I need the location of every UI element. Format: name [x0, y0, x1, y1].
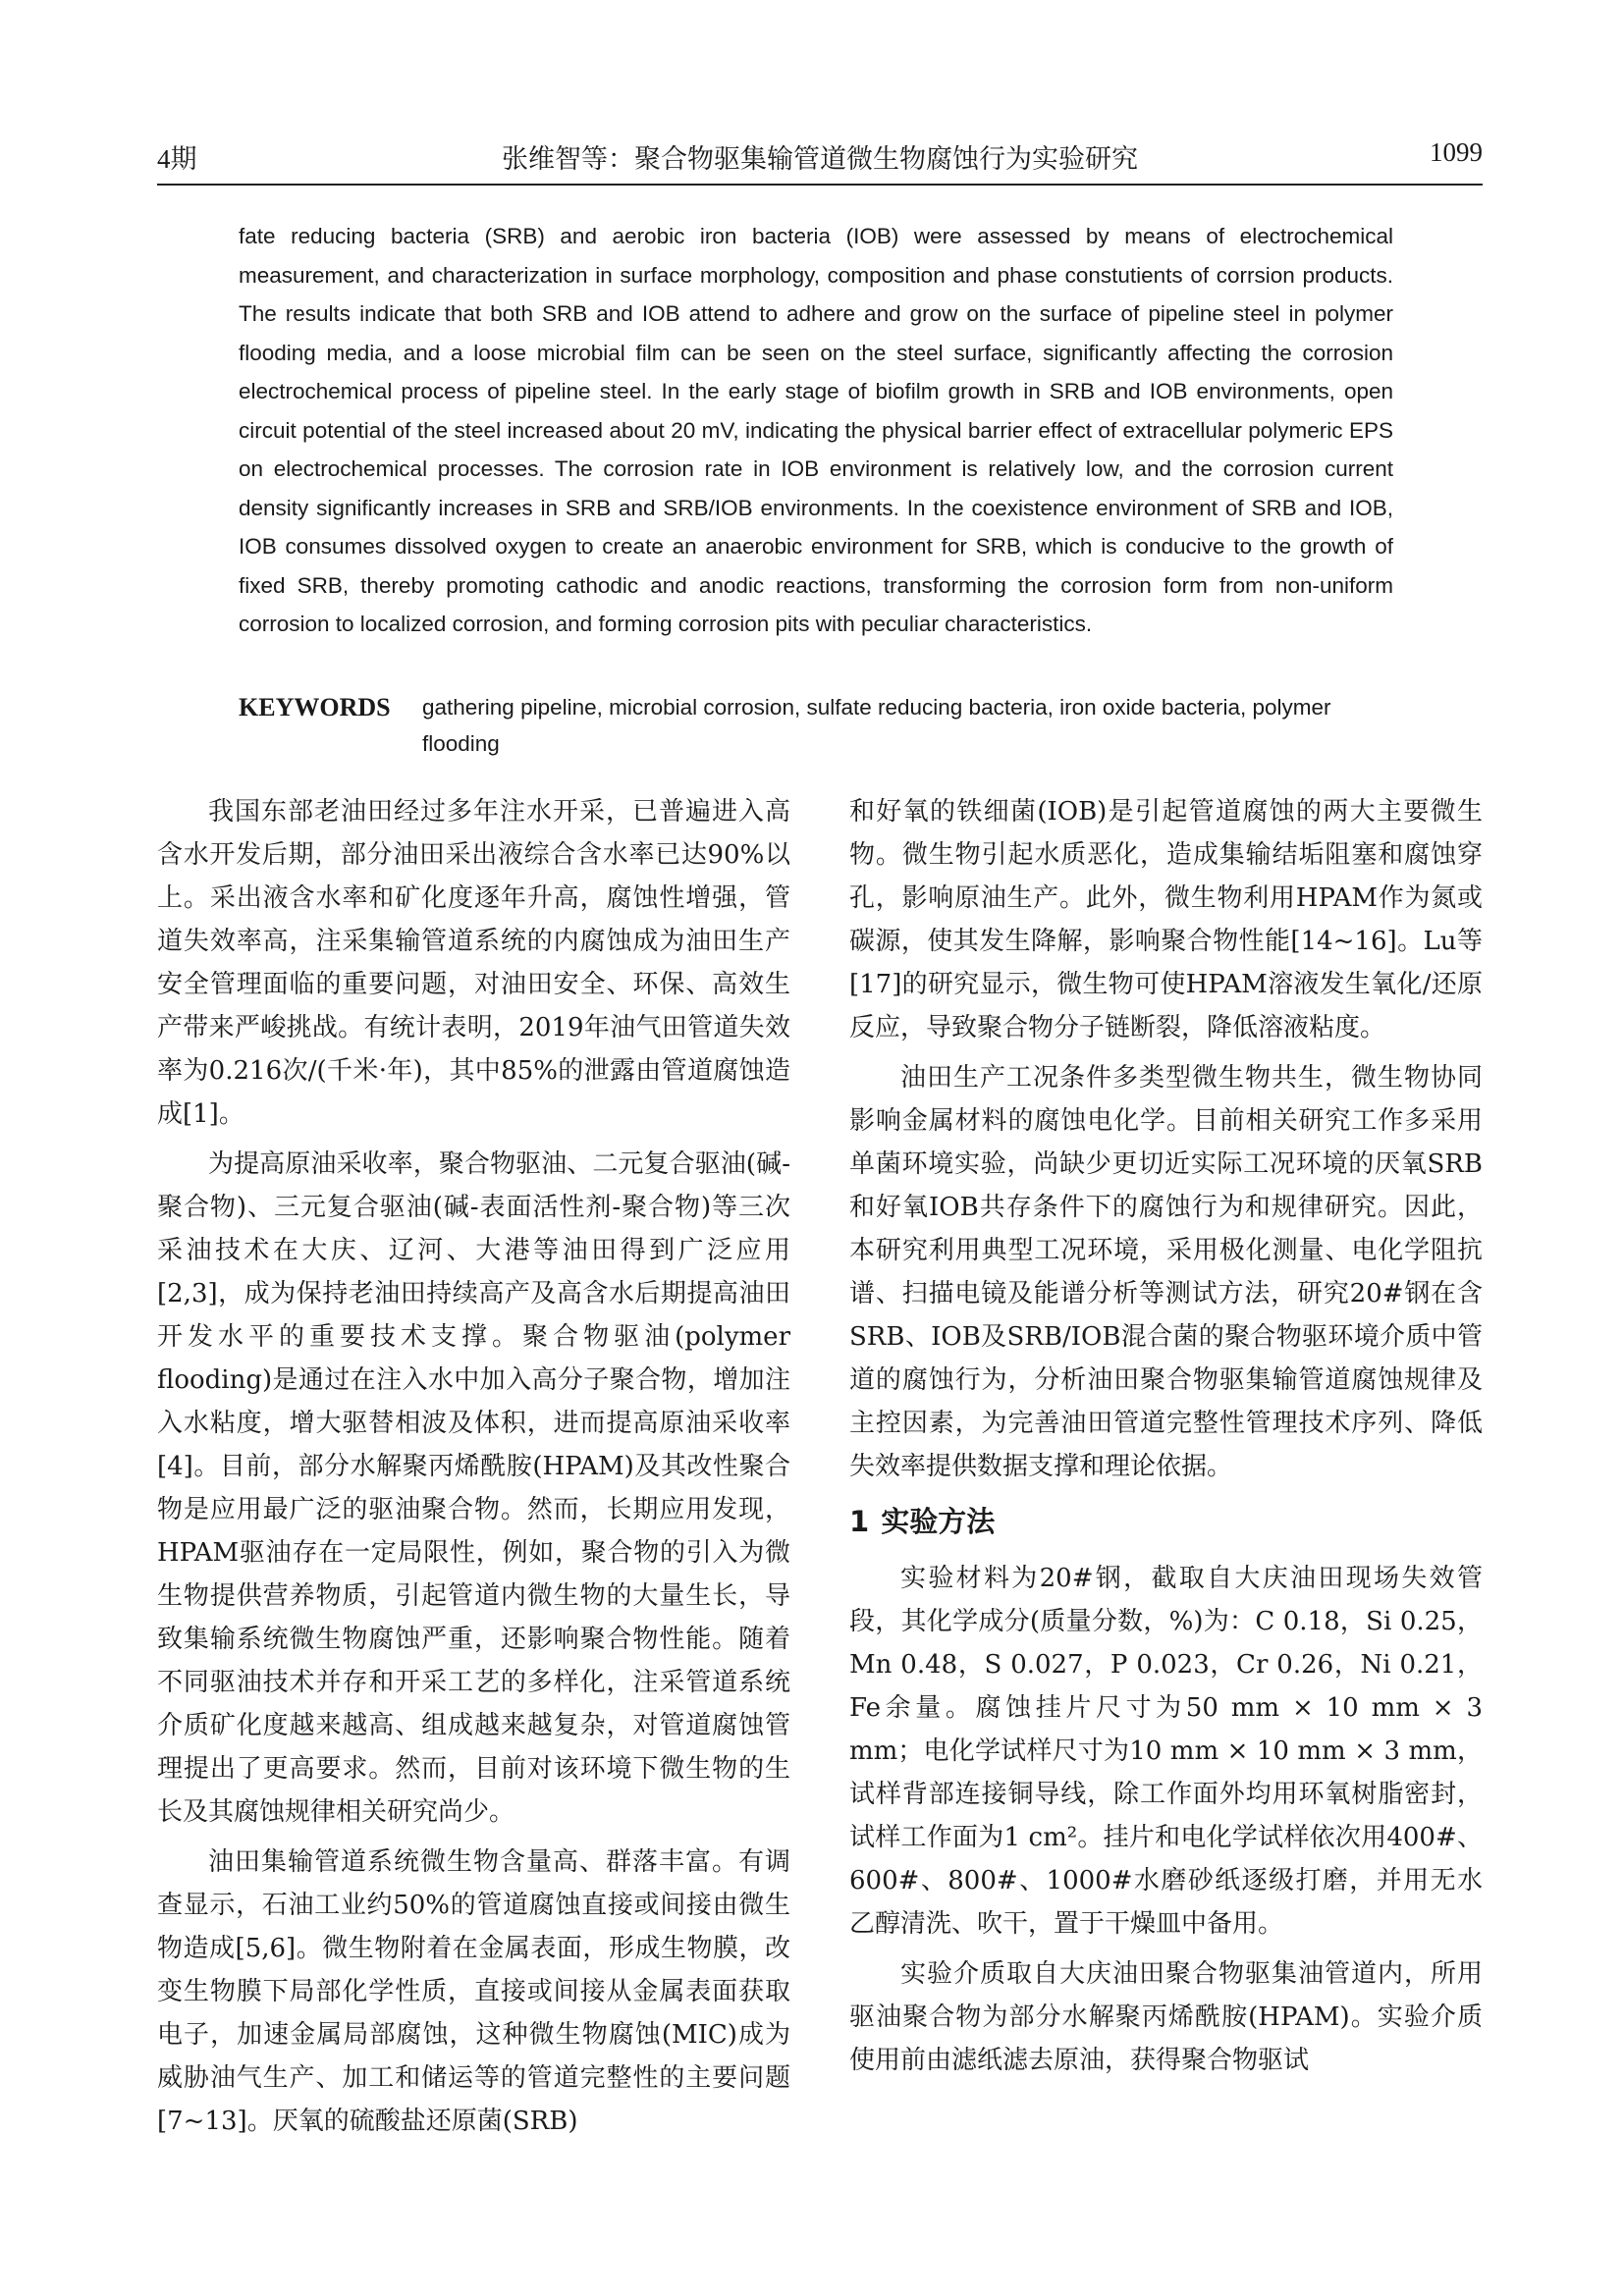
keywords [239, 689, 1393, 762]
section-number: 1 [849, 1505, 870, 1538]
running-header [157, 137, 1483, 187]
body-paragraph: 油田集输管道系统微生物含量高、群落丰富。有调查显示，石油工业约50%的管道腐蚀直接或间接由微生物造成[5,6]。微生物附着在金属表面，形成生物膜，改变生物膜下局部化学性质，直接或间接从金属表面获取电子，加速金属局部腐蚀，这种微生物腐蚀(MIC)成为威胁油气生产、加工和储运等的管道完整性的主要问题[7~13]。厌氧的硫酸盐还原菌(SRB) [157, 1847, 790, 2136]
section-title: 实验方法 [881, 1505, 996, 1538]
body-paragraph: 油田生产工况条件多类型微生物共生，微生物协同影响金属材料的腐蚀电化学。目前相关研究工作多采用单菌环境实验，尚缺少更切近实际工况环境的厌氧SRB和好氧IOB共存条件下的腐蚀行为和规律研究。因此，本研究利用典型工况环境，采用极化测量、电化学阻抗谱、扫描电镜及能谱分析等测试方法，研究20#钢在含SRB、IOB及SRB/IOB混合菌的聚合物驱环境介质中管道的腐蚀行为，分析油田聚合物驱集输管道腐蚀规律及主控因素，为完善油田管道完整性管理技术序列、降低失效率提供数据支撑和理论依据。 [849, 1063, 1483, 1481]
left-column [157, 790, 790, 2150]
section-heading [849, 1498, 1483, 1545]
page-number: 1099 [1430, 137, 1483, 167]
body-paragraph: 为提高原油采收率，聚合物驱油、二元复合驱油(碱-聚合物)、三元复合驱油(碱-表面活性剂-聚合物)等三次采油技术在大庆、辽河、大港等油田得到广泛应用[2,3]，成为保持老油田持续高产及高含水后期提高油田开发水平的重要技术支撑。聚合物驱油(polymer flooding)是通过在注入水中加入高分子聚合物，增加注入水粘度，增大驱替相波及体积，进而提高原油采收率[4]。目前，部分水解聚丙烯酰胺(HPAM)及其改性聚合物是应用最广泛的驱油聚合物。然而，长期应用发现，HPAM驱油存在一定局限性，例如，聚合物的引入为微生物提供营养物质，引起管道内微生物的大量生长，导致集输系统微生物腐蚀严重，还影响聚合物性能。随着不同驱油技术并存和开采工艺的多样化，注采管道系统介质矿化度越来越高、组成越来越复杂，对管道腐蚀管理提出了更高要求。然而，目前对该环境下微生物的生长及其腐蚀规律相关研究尚少。 [157, 1149, 790, 1827]
body-paragraph: 实验材料为20#钢，截取自大庆油田现场失效管段，其化学成分(质量分数，%)为：C 0.18，Si 0.25，Mn 0.48，S 0.027，P 0.023，Cr 0.26，Ni 0.21，Fe余量。腐蚀挂片尺寸为50 mm × 10 mm × 3 mm；电化学试样尺寸为10 mm × 10 mm × 3 mm，试样背部连接铜导线，除工作面外均用环氧树脂密封，试样工作面为1 cm²。挂片和电化学试样依次用400#、600#、800#、1000#水磨砂纸逐级打磨，并用无水乙醇清洗、吹干，置于干燥皿中备用。 [849, 1564, 1483, 1939]
header-rule [157, 184, 1483, 186]
abstract-text: fate reducing bacteria (SRB) and aerobic iron bacteria (IOB) were assessed by means of electrochemical measurement, and characterization in surface morphology, composition and phase constutients of corrsion products. The results indicate that both SRB and IOB attend to adhere and grow on the surface of pipeline steel in polymer flooding media, and a loose microbial film can be seen on the steel surface, significantly affecting the corrosion electrochemical process of pipeline steel. In the early stage of biofilm growth in SRB and IOB environments, open circuit potential of the steel increased about 20 mV, indicating the physical barrier effect of extracellular polymeric EPS on electrochemical processes. The corrosion rate in IOB environment is relatively low, and the corrosion current density significantly increases in SRB and SRB/IOB environments. In the coexistence environment of SRB and IOB, IOB consumes dissolved oxygen to create an anaerobic environment for SRB, which is conducive to the growth of fixed SRB, thereby promoting cathodic and anodic reactions, transforming the corrosion form from non-uniform corrosion to localized corrosion, and forming corrosion pits with peculiar characteristics. [239, 224, 1393, 636]
body-paragraph: 实验介质取自大庆油田聚合物驱集油管道内，所用驱油聚合物为部分水解聚丙烯酰胺(HPAM)。实验介质使用前由滤纸滤去原油，获得聚合物驱试 [849, 1959, 1483, 2075]
body-paragraph-continued: 和好氧的铁细菌(IOB)是引起管道腐蚀的两大主要微生物。微生物引起水质恶化，造成集输结垢阻塞和腐蚀穿孔，影响原油生产。此外，微生物利用HPAM作为氮或碳源，使其发生降解，影响聚合物性能[14~16]。Lu等[17]的研究显示，微生物可使HPAM溶液发生氧化/还原反应，导致聚合物分子链断裂，降低溶液粘度。 [849, 797, 1483, 1042]
issue-number: 4期 [157, 144, 197, 174]
right-column [849, 790, 1483, 2089]
running-title: 张维智等：聚合物驱集输管道微生物腐蚀行为实验研究 [502, 144, 1138, 174]
body-paragraph: 我国东部老油田经过多年注水开采，已普遍进入高含水开发后期，部分油田采出液综合含水率已达90%以上。采出液含水率和矿化度逐年升高，腐蚀性增强，管道失效率高，注采集输管道系统的内腐蚀成为油田生产安全管理面临的重要问题，对油田安全、环保、高效生产带来严峻挑战。有统计表明，2019年油气田管道失效率为0.216次/(千米·年)，其中85%的泄露由管道腐蚀造成[1]。 [157, 797, 790, 1129]
keywords-label: KEYWORDS [239, 693, 391, 721]
keywords-text: gathering pipeline, microbial corrosion, sulfate reducing bacteria, iron oxide bacteria, polymer flooding [422, 695, 1331, 756]
english-abstract [239, 217, 1393, 644]
